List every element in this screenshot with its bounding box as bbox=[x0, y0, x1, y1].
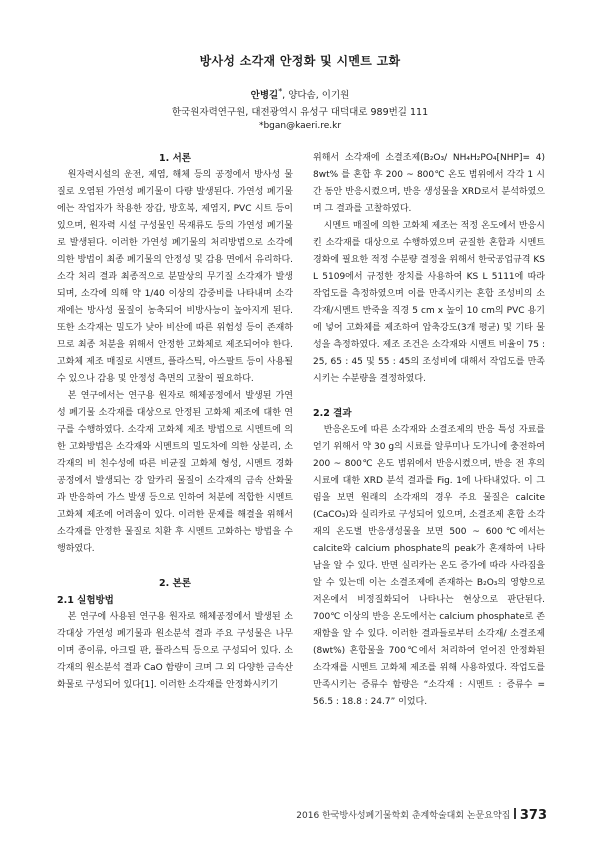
intro-paragraph-2: 본 연구에서는 연구용 원자로 해체공정에서 발생된 가연성 폐기물 소각재를 대상으로 안정된 고화체 제조에 대한 연구를 수행하였다. 소각재 고화체 제조 방법으로 시멘트에 의한 고화방법은 소각재와 시멘트의 밀도차에 의한 상분리, 소각재의 비 친수성에 따른 비균질 고화체 형성, 시멘트 경화 공정에서 발생되는 강 알카리 물질이 소각재의 금속 산화물과 반응하여 가스 발생 등으로 인하여 처분에 적합한 시멘트 고화체 제조에 어려움이 있다. 이러한 문제를 해결을 위해서 소각재를 안정한 물질로 치환 후 시멘트 고화하는 방법을 수행하였다. bbox=[57, 391, 293, 554]
page-number: 373 bbox=[519, 808, 547, 823]
right-column bbox=[313, 150, 545, 711]
affiliation: 한국원자력연구원, 대전광역시 유성구 대덕대로 989번길 111 bbox=[171, 107, 429, 118]
page-footer bbox=[296, 808, 547, 823]
footer-divider bbox=[514, 808, 516, 819]
email: *bgan@kaeri.re.kr bbox=[258, 121, 342, 131]
subsection-heading-methods: 2.1 실험방법 bbox=[57, 595, 114, 606]
subsection-heading-results: 2.2 결과 bbox=[313, 408, 352, 419]
section-heading-intro: 1. 서론 bbox=[159, 153, 191, 164]
results-paragraph-1: 반응온도에 따른 소각재와 소결조제의 반응 특성 자료를 얻기 위해서 약 30 g의 시료를 알루미나 도가니에 충전하여 200 ~ 800℃ 온도 범위에서 반응시켰으며, 반응 전 후의 시료에 대한 XRD 분석 결과를 Fig. 1에 나타내었다. 이 그림을 보면 원래의 소각재의 경우 주요 물질은 calcite (CaCO₃)와 실리카로 구성되어 있으며, 소결조제 혼합 소각재의 온도별 반응생성물을 보면 500 ~ 600℃에서는 calcite와 calcium phosphate의 peak가 혼재하여 나타남을 알 수 있다. 반면 실리카는 온도 증가에 따라 사라짐을 알 수 있는데 이는 소결조제에 존재하는 B₂O₃의 영향으로 저온에서 비정질화되어 나타나는 현상으로 판단된다. 700℃ 이상의 반응 온도에서는 calcium phosphate로 존재함을 알 수 있다. 이러한 결과들로부터 소각재/ 소결조제 (8wt%) 혼합물을 700℃에서 처리하여 얻어진 안정화된 소각재를 시멘트 고화체 제조를 위해 사용하였다. 작업도를 만족시키는 증류수 함량은 “소각재 : 시멘트 : 증류수 = 56.5 : 18.8 : 24.7” 이었다. bbox=[313, 425, 545, 707]
methods-paragraph-1-cont: 위해서 소각재에 소결조제(B₂O₃/ NH₄H₂PO₄[NHP]= 4) 8wt% 를 혼합 후 200 ~ 800℃ 온도 범위에서 각각 1 시간 동안 반응시켰으며, 반응 생성물을 XRD로서 분석하였으며 그 결과를 고찰하였다. bbox=[313, 153, 545, 214]
section-heading-body: 2. 본론 bbox=[159, 578, 191, 589]
methods-paragraph-1: 본 연구에 사용된 연구용 원자로 해체공정에서 발생된 소각대상 가연성 폐기물과 원소분석 결과 주요 구성물은 나무이며 종이류, 아크릴 판, 플라스틱 등으로 구성되어 있다. 소각재의 원소분석 결과 CaO 함량이 크며 그 외 다양한 금속산화물로 구성되어 있다[1]. 이러한 소각재를 안정화시키기 bbox=[57, 612, 293, 690]
left-column bbox=[57, 150, 293, 694]
lead-author: 안병길 bbox=[250, 90, 279, 102]
footer-proceedings: 2016 한국방사성폐기물학회 춘계학술대회 논문요약집 bbox=[296, 811, 511, 821]
intro-paragraph-1: 원자력시설의 운전, 제염, 해체 등의 공정에서 방사성 물질로 오염된 가연성 폐기물이 다량 발생된다. 가연성 폐기물에는 작업자가 착용한 장갑, 방호복, 제염지, PVC 시트 등이 있으며, 원자력 시설 구성물인 목재류도 등의 가연성 폐기물로 발생된다. 이러한 가연성 폐기물의 처리방법으로 소각에 의한 방법이 최종 폐기물의 안정성 및 감용 면에서 유리하다. 소각 처리 결과 최종적으로 분말상의 무기질 소각재가 발생되며, 소각에 의해 약 1/40 이상의 감중비를 나타내며 소각재에는 방사성 물질이 농축되어 비방사능이 높아지게 된다. 또한 소각재는 밀도가 낮아 비산에 따른 위험성 등이 존재하므로 최종 처분을 위해서 안정한 고화체로 제조되어야 한다. 고화체 제조 매질로 시멘트, 플라스틱, 아스팔트 등이 사용될 수 있으나 감용 및 안정성 측면의 고찰이 필요하다. bbox=[57, 170, 293, 384]
paper-title: 방사성 소각재 안정화 및 시멘트 고화 bbox=[199, 54, 401, 68]
methods-paragraph-2: 시멘트 매질에 의한 고화체 제조는 적정 온도에서 반응시킨 소각재를 대상으로 수행하였으며 균질한 혼합과 시멘트 경화에 필요한 적정 수분량 결정을 위해서 한국공업규격 KS L 5109에서 규정한 장치를 사용하여 KS L 5111에 따라 작업도를 측정하였으며 이를 만족시키는 혼합 조성비의 소각재/시멘트 반죽을 직경 5 cm x 높이 10 cm의 PVC 용기에 넣어 고화체를 제조하여 압축강도(3개 평균) 및 기타 물성을 측정하였다. 제조 조건은 소각재와 시멘트 비율이 75 : 25, 65 : 45 및 55 : 45의 조성비에 대해서 작업도를 만족시키는 수분량을 결정하였다. bbox=[313, 221, 545, 384]
author-line bbox=[0, 87, 600, 101]
corresponding-mark: * bbox=[278, 87, 283, 96]
co-authors: , 양다솜, 이기원 bbox=[282, 90, 350, 102]
